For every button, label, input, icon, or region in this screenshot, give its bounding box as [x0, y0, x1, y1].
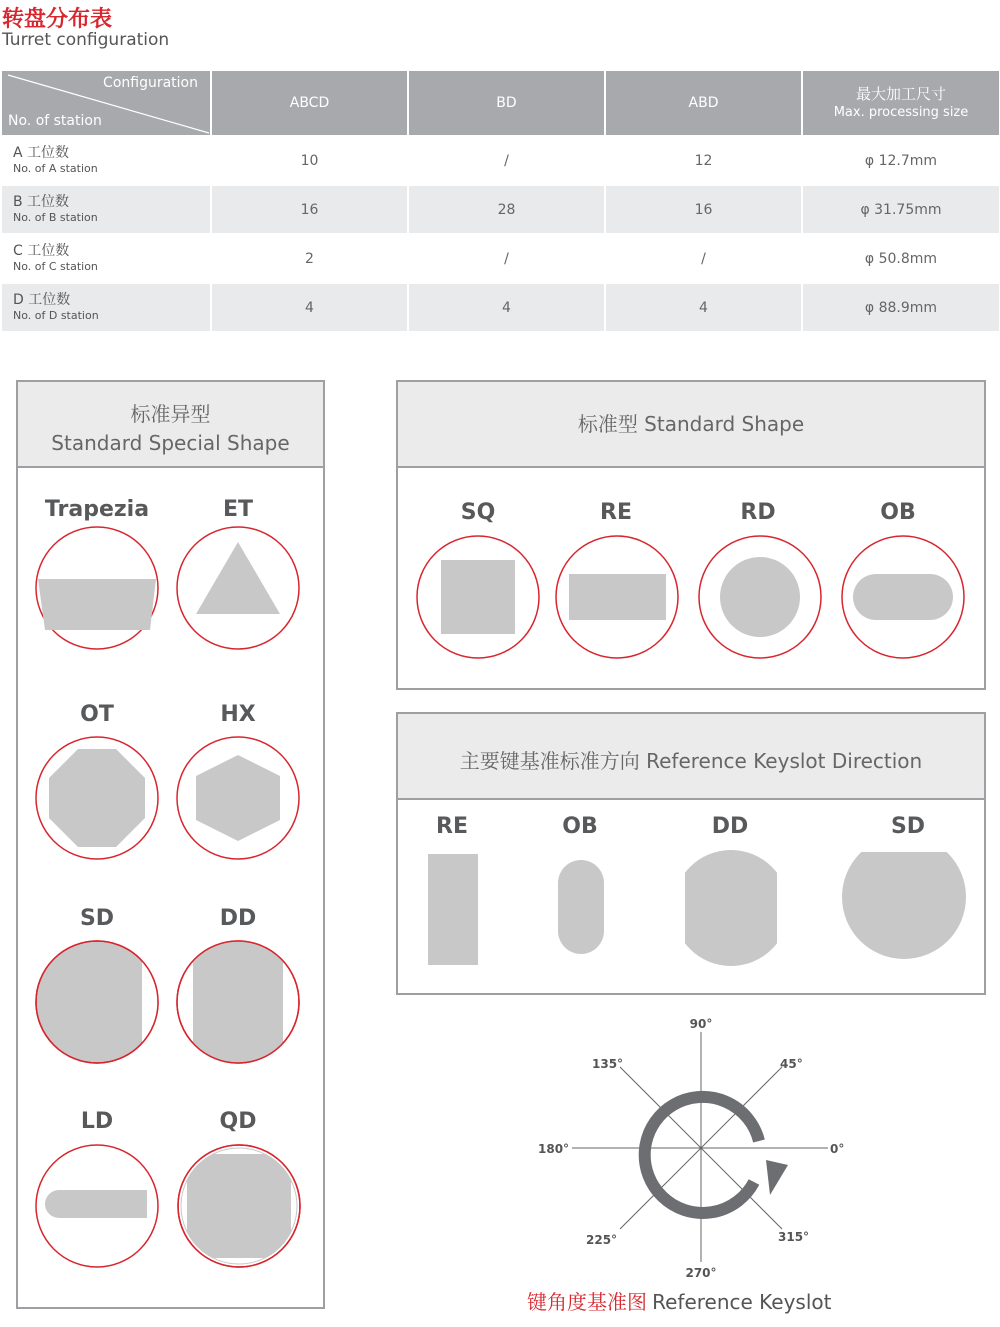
long-d-icon	[36, 1145, 158, 1267]
shape-label-dd: DD	[219, 906, 257, 931]
table-cell: /	[605, 234, 802, 283]
table-cell: /	[408, 234, 605, 283]
table-row	[2, 234, 999, 283]
keyslot-caption-cn: 键角度基准图	[527, 1290, 647, 1314]
special-shape-panel	[16, 380, 325, 1309]
shape-label-et: ET	[222, 497, 254, 522]
keyslot-direction-panel-header: 主要键基准标准方向 Reference Keyslot Direction	[398, 714, 984, 800]
keyslot-direction-panel	[396, 712, 986, 995]
row-header-cell	[2, 185, 211, 234]
special-shapes-drawing	[18, 382, 323, 1307]
shape-label-rd: RD	[740, 500, 776, 525]
table-cell: 2	[211, 234, 408, 283]
keyslot-label-dd: DD	[711, 814, 749, 839]
row-label-en: No. of C station	[13, 260, 98, 273]
row-label-en: No. of A station	[13, 162, 98, 175]
obround-icon	[842, 536, 964, 658]
keyslot-double-d-icon	[685, 844, 777, 974]
square-icon	[417, 536, 539, 658]
keyslot-label-ob: OB	[562, 814, 598, 839]
shape-label-hx: HX	[220, 702, 256, 727]
row-header-cell	[2, 234, 211, 283]
row-header-cell	[2, 136, 211, 185]
rectangle-icon	[556, 536, 678, 658]
row-label-cn: C 工位数	[13, 243, 70, 259]
table-row	[2, 136, 999, 185]
keyslot-obround-icon	[558, 860, 604, 954]
quad-d-icon	[178, 1145, 300, 1267]
page-title-en: Turret configuration	[2, 30, 170, 50]
table-header-row	[2, 71, 999, 136]
corner-header-cell	[2, 71, 211, 136]
special-shape-title-cn: 标准异型	[130, 402, 211, 426]
hexagon-icon	[177, 737, 299, 859]
angle-label-225: 225°	[586, 1233, 618, 1247]
double-d-icon	[177, 932, 299, 1072]
table-cell: 4	[408, 283, 605, 331]
angle-label-45: 45°	[780, 1057, 803, 1071]
shape-label-ob: OB	[880, 500, 916, 525]
size-cell: φ 88.9mm	[802, 283, 999, 331]
row-label-cn: A 工位数	[13, 145, 70, 161]
column-header: BD	[408, 71, 605, 136]
page-title-cn: 转盘分布表	[2, 7, 113, 32]
table-row	[2, 283, 999, 331]
turret-config-table	[2, 71, 999, 331]
table-cell: 10	[211, 136, 408, 185]
corner-configuration-label: Configuration	[103, 75, 198, 91]
row-label-cn: B 工位数	[13, 194, 70, 210]
shape-label-trapezia: Trapezia	[44, 497, 150, 522]
table-cell: 4	[605, 283, 802, 331]
column-header: ABD	[605, 71, 802, 136]
angle-label-270: 270°	[685, 1266, 717, 1280]
keyslot-angle-diagram	[520, 1010, 880, 1290]
standard-shape-panel-header: 标准型 Standard Shape	[398, 382, 984, 468]
standard-shape-panel	[396, 380, 986, 690]
table-row	[2, 185, 999, 234]
equilateral-triangle-icon	[177, 527, 299, 649]
keyslot-caption-en: Reference Keyslot	[652, 1290, 832, 1314]
trapezia-icon	[36, 527, 158, 649]
special-shape-title-en: Standard Special Shape	[51, 431, 290, 455]
keyslot-rectangle-icon	[428, 854, 478, 965]
round-icon	[699, 536, 821, 658]
size-cell: φ 31.75mm	[802, 185, 999, 234]
table-cell: 16	[211, 185, 408, 234]
shape-label-sq: SQ	[460, 500, 496, 525]
octagon-icon	[36, 737, 158, 859]
row-label-cn: D 工位数	[13, 292, 71, 308]
table-cell: 12	[605, 136, 802, 185]
shape-label-sd: SD	[79, 906, 115, 931]
table-cell: 4	[211, 283, 408, 331]
angle-label-135: 135°	[592, 1057, 624, 1071]
size-header-en: Max. processing size	[833, 105, 969, 120]
keyslot-shapes-drawing	[398, 714, 984, 993]
shape-label-ld: LD	[80, 1109, 114, 1134]
angle-label-90: 90°	[689, 1017, 713, 1031]
keyslot-label-sd: SD	[890, 814, 926, 839]
size-cell: φ 12.7mm	[802, 136, 999, 185]
keyslot-single-d-icon	[838, 852, 978, 972]
row-header-cell	[2, 283, 211, 331]
row-label-en: No. of D station	[13, 309, 99, 322]
corner-station-label: No. of station	[8, 113, 102, 129]
keyslot-caption	[527, 1286, 831, 1315]
shape-label-re: RE	[600, 500, 632, 525]
angle-label-0: 0°	[830, 1142, 845, 1156]
angle-label-180: 180°	[538, 1142, 570, 1156]
size-cell: φ 50.8mm	[802, 234, 999, 283]
size-column-header	[802, 71, 999, 136]
table-cell: /	[408, 136, 605, 185]
row-label-en: No. of B station	[13, 211, 98, 224]
table-cell: 28	[408, 185, 605, 234]
table-cell: 16	[605, 185, 802, 234]
shape-label-qd: QD	[219, 1109, 257, 1134]
keyslot-label-re: RE	[436, 814, 468, 839]
shape-label-ot: OT	[80, 702, 114, 727]
size-header-cn: 最大加工尺寸	[855, 85, 946, 103]
single-d-icon	[36, 932, 172, 1072]
rotation-arrow-arc	[645, 1097, 759, 1213]
rotation-arrow-head	[766, 1160, 788, 1195]
standard-shapes-drawing	[398, 382, 984, 688]
column-header: ABCD	[211, 71, 408, 136]
angle-label-315: 315°	[778, 1230, 810, 1244]
